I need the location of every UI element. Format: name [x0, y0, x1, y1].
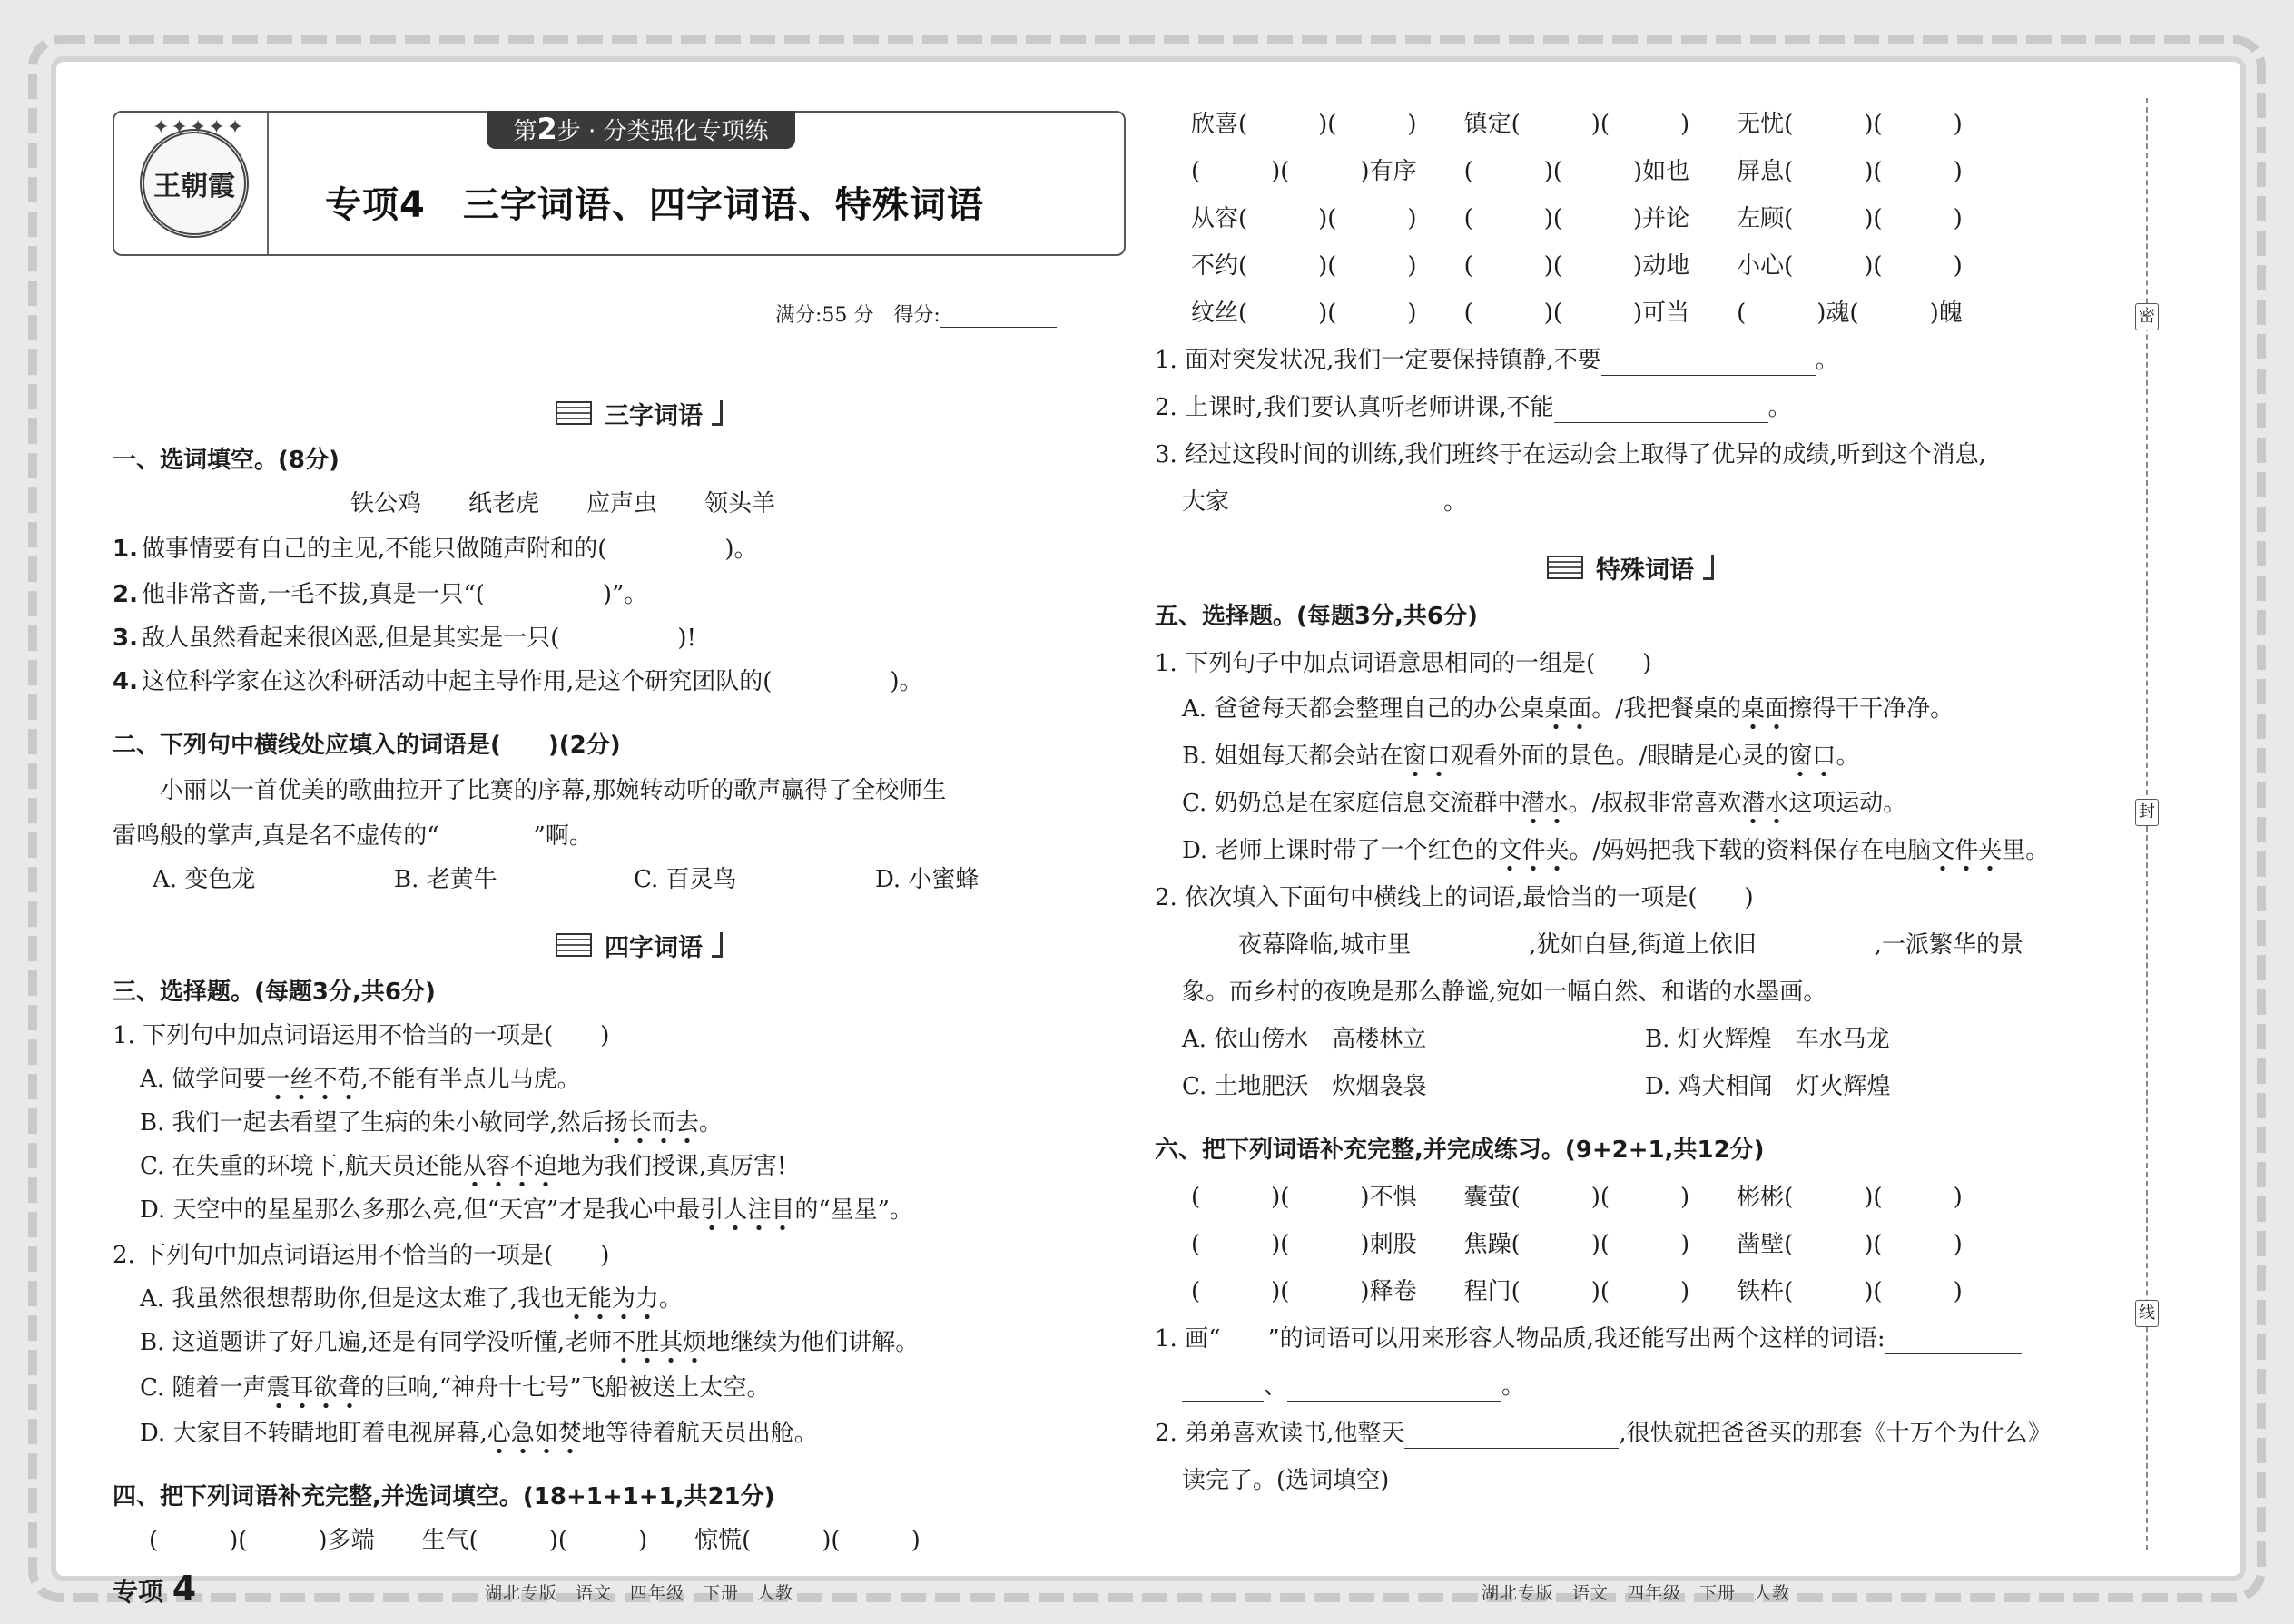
score-line: 满分:55 分 得分: [775, 300, 1057, 328]
exam-sheet [51, 56, 2246, 1609]
answer-blank[interactable] [1287, 1378, 1501, 1402]
page-title: 专项4 三字词语、四字词语、特殊词语 [325, 184, 984, 226]
q5-2-stem: 2. 依次填入下面句中横线上的词语,最恰当的一项是( ) [1155, 884, 1754, 911]
q3-1-option-d[interactable]: D. 天空中的星星那么多那么亮,但“天宫”才是我心中最引人注目的“星星”。 [140, 1195, 913, 1225]
crown-icon: ✦✦✦✦✦ [153, 116, 246, 139]
q4-grid-row-5[interactable]: 纹丝( )( ) ( )( )可当 ( )魂( )魄 [1191, 300, 1963, 327]
q5-2-option-d[interactable]: D. 鸡犬相闻 灯火辉煌 [1645, 1073, 1891, 1100]
answer-blank[interactable] [1554, 399, 1768, 423]
q4-heading: 四、把下列词语补充完整,并选词填空。(18+1+1+1,共21分) [113, 1483, 775, 1511]
q4-sentence-1[interactable]: 1. 面对突发状况,我们一定要保持镇静,不要 。 [1155, 347, 1839, 374]
q4-grid-row-2[interactable]: ( )( )有序 ( )( )如也 屏息( )( ) [1191, 158, 1963, 185]
q2-option-c[interactable]: C. 百灵鸟 [634, 866, 737, 893]
logo-seal: 王朝霞 [140, 129, 249, 238]
q1-item-4[interactable]: 4. 这位科学家在这次科研活动中起主导作用,是这个研究团队的( )。 [113, 668, 923, 695]
q4-grid-row-1[interactable]: 欣喜( )( ) 镇定( )( ) 无忧( )( ) [1191, 111, 1963, 138]
q5-1-stem: 1. 下列句子中加点词语意思相同的一组是( ) [1155, 650, 1652, 677]
q2-passage-2[interactable]: 雷鸣般的掌声,真是名不虚传的“ ”啊。 [113, 822, 593, 850]
q3-2-stem: 2. 下列句中加点词语运用不恰当的一项是( ) [113, 1242, 610, 1269]
answer-blank[interactable] [1229, 494, 1443, 517]
title-header [113, 111, 1126, 256]
answer-blank[interactable] [1404, 1425, 1619, 1449]
q2-heading: 二、下列句中横线处应填入的词语是( )(2分) [113, 732, 621, 759]
q5-2-option-c[interactable]: C. 土地肥沃 炊烟袅袅 [1182, 1073, 1427, 1100]
q3-1-option-b[interactable]: B. 我们一起去看望了生病的朱小敏同学,然后扬长而去。 [140, 1107, 723, 1138]
q5-1-option-d[interactable]: D. 老师上课时带了一个红色的文件夹。/妈妈把我下载的资料保存在电脑文件夹里。 [1182, 835, 2049, 866]
answer-blank[interactable] [1601, 352, 1816, 376]
q5-1-option-a[interactable]: A. 爸爸每天都会整理自己的办公桌桌面。/我把餐桌的桌面擦得干干净净。 [1182, 694, 1954, 724]
seal-label-mi: 密 [2135, 303, 2159, 330]
q6-heading: 六、把下列词语补充完整,并完成练习。(9+2+1,共12分) [1155, 1137, 1765, 1164]
book-icon [1547, 556, 1583, 579]
q6-row-2[interactable]: ( )( )刺股 焦躁( )( ) 凿壁( )( ) [1191, 1231, 1963, 1258]
q5-2-option-a[interactable]: A. 依山傍水 高楼林立 [1182, 1026, 1427, 1053]
q5-2-option-b[interactable]: B. 灯火辉煌 车水马龙 [1645, 1026, 1890, 1053]
seal-label-xian: 线 [2135, 1300, 2159, 1327]
q1-item-3[interactable]: 3. 敌人虽然看起来很凶恶,但是其实是一只( )! [113, 625, 696, 652]
q3-heading: 三、选择题。(每题3分,共6分) [113, 979, 436, 1006]
q2-option-d[interactable]: D. 小蜜蜂 [875, 866, 980, 893]
book-icon [556, 933, 592, 957]
q2-option-a[interactable]: A. 变色龙 [153, 866, 256, 893]
q6-1-line-2[interactable]: 、 。 [1182, 1371, 1525, 1402]
q5-1-option-c[interactable]: C. 奶奶总是在家庭信息交流群中潜水。/叔叔非常喜欢潜水这项运动。 [1182, 788, 1906, 819]
q4-sentence-3a: 3. 经过这段时间的训练,我们班终于在运动会上取得了优异的成绩,听到这个消息, [1155, 441, 1986, 468]
q6-1-line-1[interactable]: 1. 画“ ”的词语可以用来形容人物品质,我还能写出两个这样的词语: [1155, 1324, 2022, 1354]
q5-heading: 五、选择题。(每题3分,共6分) [1155, 603, 1478, 630]
seal-label-feng: 封 [2135, 799, 2159, 826]
logo-divider [267, 113, 269, 254]
book-icon [556, 401, 592, 425]
q1-item-1[interactable]: 1. 做事情要有自己的主见,不能只做随声附和的( )。 [113, 536, 758, 563]
q2-option-b[interactable]: B. 老黄牛 [394, 866, 497, 893]
q6-2-line-2: 读完了。(选词填空) [1182, 1467, 1390, 1494]
q1-heading: 一、选词填空。(8分) [113, 447, 340, 474]
answer-blank[interactable] [1182, 1378, 1264, 1402]
q3-2-option-c[interactable]: C. 随着一声震耳欲聋的巨响,“神舟十七号”飞船被送上太空。 [140, 1373, 770, 1403]
brand-logo [131, 116, 258, 245]
q5-2-passage-1: 夜幕降临,城市里 ,犹如白昼,街道上依旧 ,一派繁华的景 [1238, 931, 2024, 959]
q3-1-option-a[interactable]: A. 做学问要一丝不苟,不能有半点儿马虎。 [140, 1064, 581, 1095]
footer-info-left: 湖北专版 语文 四年级 下册 人教 [485, 1583, 794, 1603]
q4-grid-row-4[interactable]: 不约( )( ) ( )( )动地 小心( )( ) [1191, 252, 1963, 280]
q6-row-1[interactable]: ( )( )不惧 囊萤( )( ) 彬彬( )( ) [1191, 1184, 1963, 1211]
q3-1-option-c[interactable]: C. 在失重的环境下,航天员还能从容不迫地为我们授课,真厉害! [140, 1151, 787, 1182]
page-number: 专项 4 [113, 1569, 197, 1609]
q4-grid-row-3[interactable]: 从容( )( ) ( )( )并论 左顾( )( ) [1191, 205, 1963, 232]
q6-2-line-1[interactable]: 2. 弟弟喜欢读书,他整天 ,很快就把爸爸买的那套《十万个为什么》 [1155, 1420, 2052, 1447]
section-te-shu: 特殊词语 [1547, 552, 1714, 583]
q3-1-stem: 1. 下列句中加点词语运用不恰当的一项是( ) [113, 1022, 610, 1049]
q6-row-3[interactable]: ( )( )释卷 程门( )( ) 铁杵( )( ) [1191, 1278, 1963, 1305]
step-tag: 第2步 · 分类强化专项练 [487, 111, 795, 149]
q5-2-passage-2: 象。而乡村的夜晚是那么静谧,宛如一幅自然、和谐的水墨画。 [1182, 979, 1827, 1006]
q5-1-option-b[interactable]: B. 姐姐每天都会站在窗口观看外面的景色。/眼睛是心灵的窗口。 [1182, 741, 1859, 772]
answer-blank[interactable] [1885, 1331, 2022, 1354]
score-blank[interactable] [940, 308, 1057, 328]
q1-item-2[interactable]: 2. 他非常吝啬,一毛不拔,真是一只“( )”。 [113, 581, 648, 608]
q3-2-option-a[interactable]: A. 我虽然很想帮助你,但是这太难了,我也无能为力。 [140, 1284, 683, 1314]
q4-sentence-2[interactable]: 2. 上课时,我们要认真听老师讲课,不能 。 [1155, 394, 1792, 421]
footer-info-right: 湖北专版 语文 四年级 下册 人教 [1482, 1583, 1791, 1603]
q1-word-bank: 铁公鸡 纸老虎 应声虫 领头羊 [350, 490, 776, 517]
section-si-zi: 四字词语 [556, 930, 723, 960]
q2-passage-1: 小丽以一首优美的歌曲拉开了比赛的序幕,那婉转动听的歌声赢得了全校师生 [160, 777, 947, 804]
q4-row-1[interactable]: ( )( )多端 生气( )( ) 惊慌( )( ) [149, 1527, 921, 1554]
q4-sentence-3b[interactable]: 大家 。 [1182, 488, 1468, 516]
section-san-zi: 三字词语 [556, 398, 723, 428]
q3-2-option-d[interactable]: D. 大家目不转睛地盯着电视屏幕,心急如焚地等待着航天员出舱。 [140, 1418, 818, 1449]
q3-2-option-b[interactable]: B. 这道题讲了好几遍,还是有同学没听懂,老师不胜其烦地继续为他们讲解。 [140, 1327, 919, 1358]
